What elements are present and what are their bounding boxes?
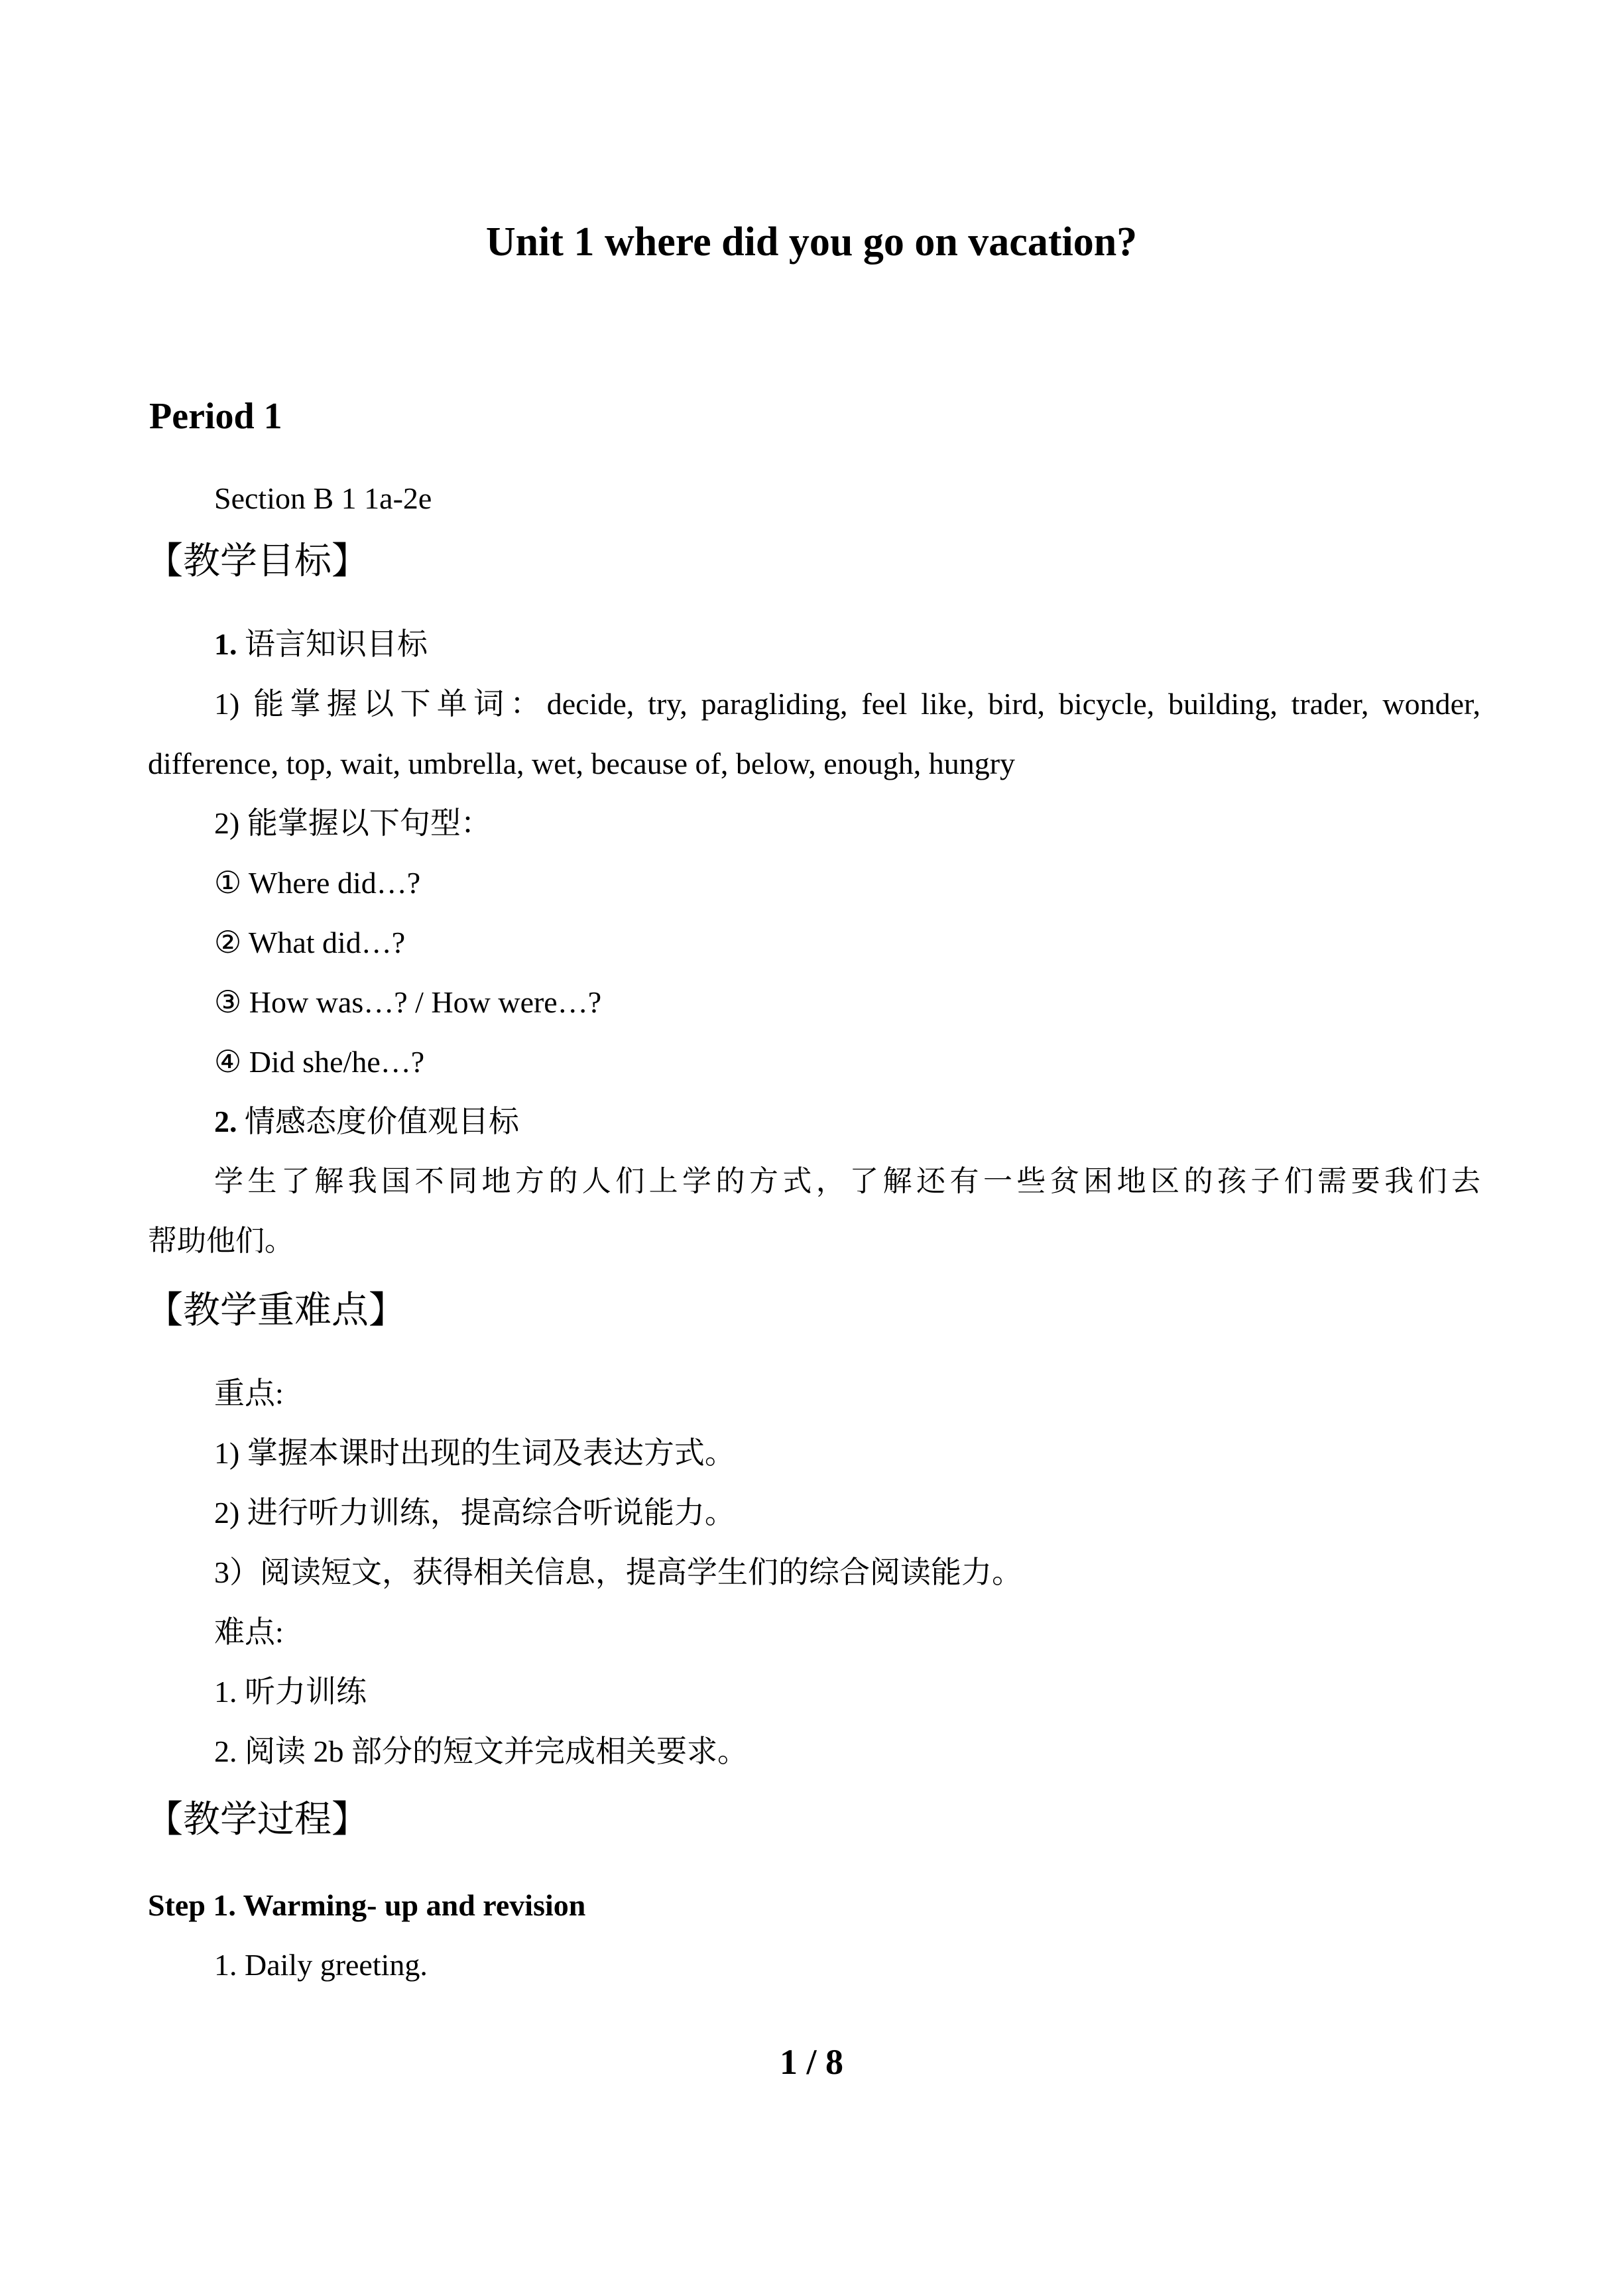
key-points-heading: 【教学重难点】 [146,1289,406,1332]
key-item: 2) 进行听力训练，提高综合听说能力。 [214,1496,735,1530]
key-item: 3）阅读短文，获得相关信息，提高学生们的综合阅读能力。 [214,1555,1022,1589]
document-title: Unit 1 where did you go on vacation? [485,219,1138,265]
objective-item-2-number: 2. [214,1105,237,1138]
objective-item-2 [214,1103,519,1140]
patterns-intro: 2) 能掌握以下句型： [214,806,491,840]
page-number: 1 / 8 [779,2042,843,2082]
process-heading: 【教学过程】 [146,1798,369,1841]
pattern-item: ① Where did…? [214,866,421,900]
difficult-item: 1. 听力训练 [214,1675,367,1709]
vocab-line-1: 1) 能掌握以下单词：decide, try, paragliding, feel like, bird, bicycle, building, trader, wonder, [214,687,1480,721]
objectives-heading: 【教学目标】 [146,540,369,583]
attitude-text-line-2: 帮助他们。 [148,1224,294,1258]
pattern-item: ② What did…? [214,926,406,959]
step-1-heading: Step 1. Warming- up and revision [148,1888,586,1922]
objective-item-1-label: 语言知识目标 [237,627,428,661]
vocab-line-2: difference, top, wait, umbrella, wet, because of, below, enough, hungry [148,747,1016,780]
objective-item-1-number: 1. [214,627,237,661]
section-label: Section B 1 1a-2e [214,481,432,515]
difficult-item: 2. 阅读 2b 部分的短文并完成相关要求。 [214,1734,748,1768]
step-1-item: 1. Daily greeting. [214,1948,428,1982]
attitude-text-line-1: 学生了解我国不同地方的人们上学的方式，了解还有一些贫困地区的孩子们需要我们去 [214,1164,1480,1198]
pattern-item: ③ How was…? / How were…? [214,985,602,1019]
objective-item-2-label: 情感态度价值观目标 [237,1105,519,1138]
objective-item-1 [214,626,428,663]
key-item: 1) 掌握本课时出现的生词及表达方式。 [214,1436,735,1470]
pattern-item: ④ Did she/he…? [214,1045,425,1079]
period-heading: Period 1 [149,396,282,437]
difficult-label: 难点: [214,1615,284,1649]
key-label: 重点: [214,1376,284,1410]
